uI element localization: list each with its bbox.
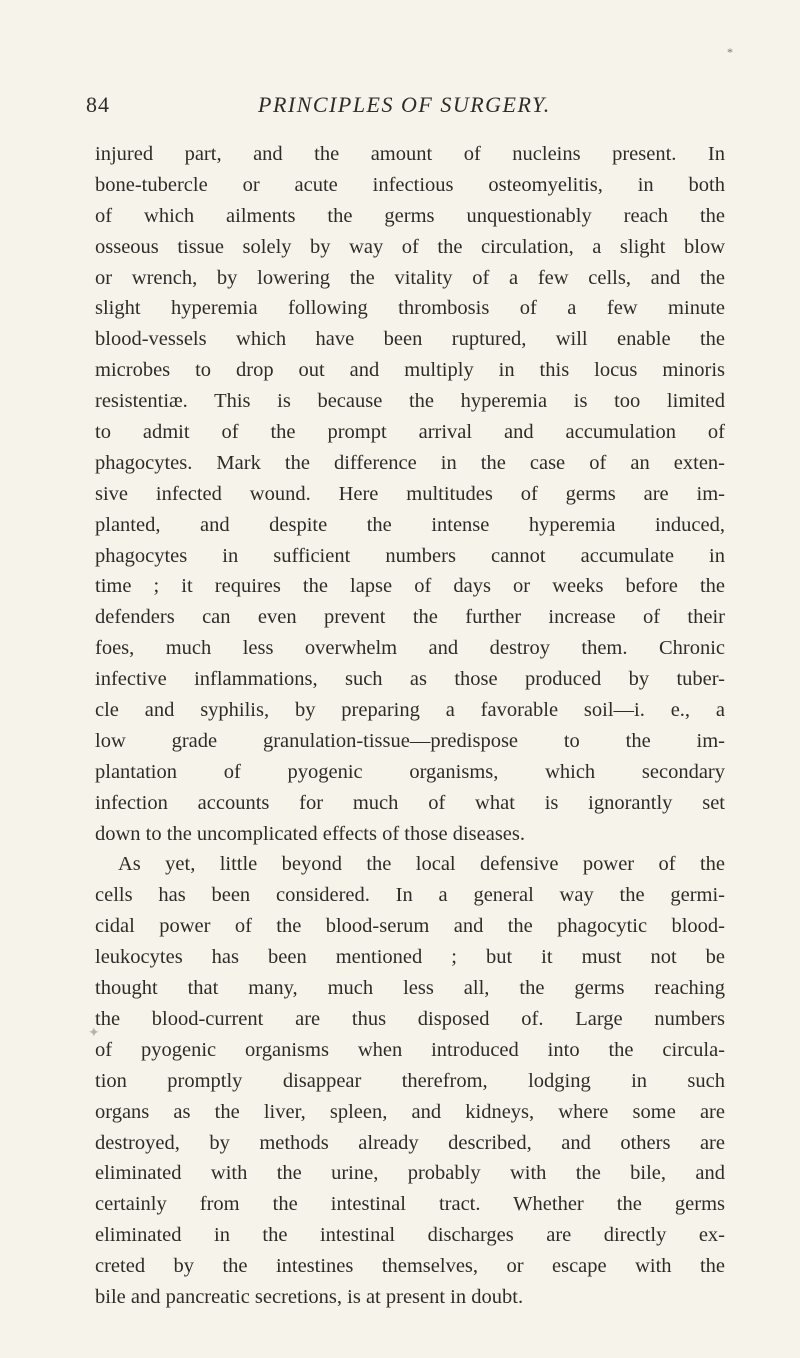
text-line: slight hyperemia following thrombosis of a few minute bbox=[95, 297, 725, 320]
text-line: of which ailments the germs unquestionably reach the bbox=[95, 204, 725, 227]
text-line: cidal power of the blood-serum and the phagocytic blood- bbox=[95, 915, 725, 938]
page-number: 84 bbox=[86, 92, 110, 117]
text-line: infection accounts for much of what is ignorantly set bbox=[95, 791, 725, 814]
text-line: phagocytes. Mark the difference in the case of an exten- bbox=[95, 451, 725, 474]
text-line: cle and syphilis, by preparing a favorable soil—i. e., a bbox=[95, 699, 725, 722]
text-line: phagocytes in sufficient numbers cannot accumulate in bbox=[95, 544, 725, 567]
text-line: down to the uncomplicated effects of those diseases. bbox=[95, 822, 525, 845]
running-head bbox=[86, 92, 726, 122]
running-title: PRINCIPLES OF SURGERY. bbox=[258, 92, 551, 117]
text-line: tion promptly disappear therefrom, lodging in such bbox=[95, 1069, 725, 1092]
text-line: bile and pancreatic secretions, is at present in doubt. bbox=[95, 1285, 524, 1308]
text-line: osseous tissue solely by way of the circulation, a slight blow bbox=[95, 235, 725, 258]
text-line: As yet, little beyond the local defensive power of the bbox=[118, 853, 725, 876]
text-line: the blood-current are thus disposed of. Large numbers bbox=[95, 1007, 725, 1030]
text-line: planted, and despite the intense hyperemia induced, bbox=[95, 513, 725, 536]
text-line: eliminated in the intestinal discharges are directly ex- bbox=[95, 1224, 725, 1247]
text-line: resistentiæ. This is because the hyperemia is too limited bbox=[95, 390, 725, 413]
text-line: eliminated with the urine, probably with the bile, and bbox=[95, 1162, 725, 1185]
margin-ink-mark: ✦ bbox=[88, 1026, 100, 1041]
text-line: low grade granulation-tissue—predispose to the im- bbox=[95, 729, 725, 752]
text-line: or wrench, by lowering the vitality of a few cells, and the bbox=[95, 266, 725, 289]
text-line: organs as the liver, spleen, and kidneys, where some are bbox=[95, 1100, 725, 1123]
text-line: injured part, and the amount of nucleins present. In bbox=[95, 143, 725, 165]
text-line: blood-vessels which have been ruptured, will enable the bbox=[95, 328, 725, 351]
text-line: microbes to drop out and multiply in this locus minoris bbox=[95, 359, 725, 382]
body-text bbox=[95, 139, 725, 1313]
corner-ink-mark: * bbox=[727, 45, 733, 59]
text-line: foes, much less overwhelm and destroy them. Chronic bbox=[95, 637, 725, 660]
text-line: defenders can even prevent the further increase of their bbox=[95, 606, 725, 629]
text-line: certainly from the intestinal tract. Whether the germs bbox=[95, 1193, 725, 1216]
text-line: sive infected wound. Here multitudes of germs are im- bbox=[95, 482, 725, 505]
text-line: bone-tubercle or acute infectious osteomyelitis, in both bbox=[95, 173, 725, 196]
text-line: leukocytes has been mentioned ; but it must not be bbox=[95, 946, 725, 969]
text-line: time ; it requires the lapse of days or weeks before the bbox=[95, 575, 725, 598]
text-line: of pyogenic organisms when introduced into the circula- bbox=[95, 1038, 725, 1061]
text-line: destroyed, by methods already described, and others are bbox=[95, 1131, 725, 1154]
text-line: plantation of pyogenic organisms, which secondary bbox=[95, 760, 725, 783]
text-line: to admit of the prompt arrival and accumulation of bbox=[95, 421, 725, 444]
text-line: creted by the intestines themselves, or escape with the bbox=[95, 1255, 725, 1278]
text-line: cells has been considered. In a general way the germi- bbox=[95, 884, 725, 907]
text-line: infective inflammations, such as those produced by tuber- bbox=[95, 668, 725, 691]
text-line: thought that many, much less all, the germs reaching bbox=[95, 977, 725, 1000]
